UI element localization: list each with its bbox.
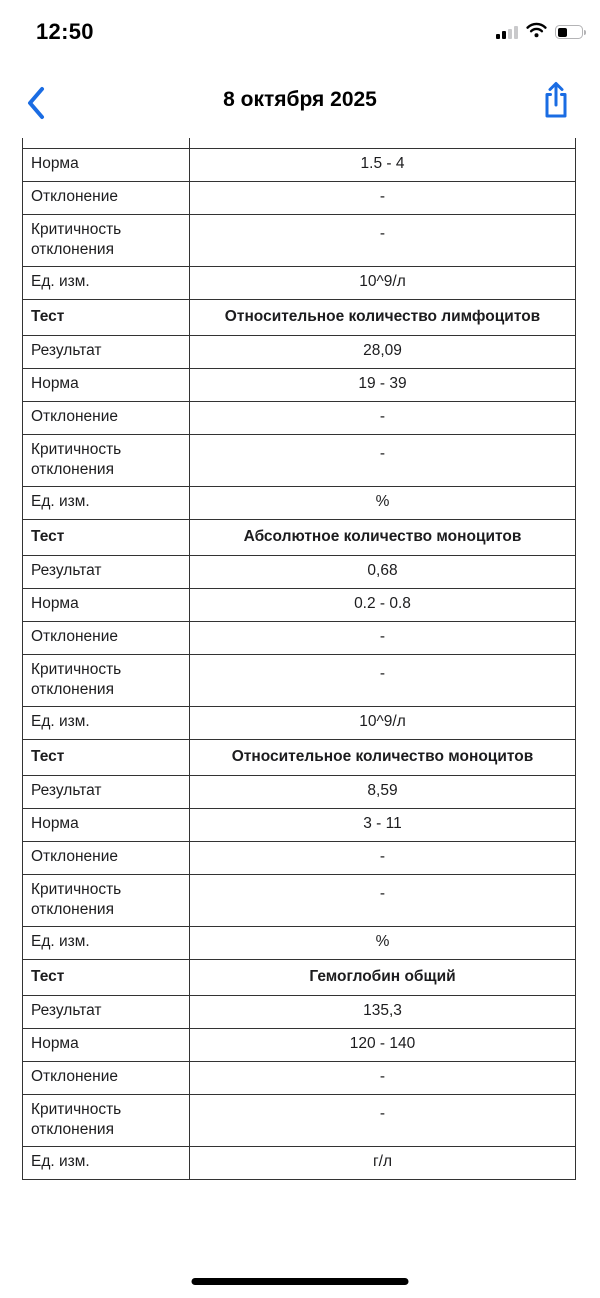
nav-bar	[0, 74, 600, 136]
row-label: Тест	[23, 299, 190, 335]
table-row	[23, 874, 576, 926]
share-icon	[540, 110, 572, 125]
table-row	[23, 401, 576, 434]
results-table	[22, 148, 576, 1180]
row-value: 28,09	[190, 335, 576, 368]
row-value: Гемоглобин общий	[190, 959, 576, 995]
row-value: 3 - 11	[190, 808, 576, 841]
row-value: -	[190, 181, 576, 214]
share-button[interactable]	[536, 76, 576, 129]
status-bar	[0, 0, 600, 54]
row-label: Критичность отклонения	[23, 214, 190, 266]
table-row	[23, 1028, 576, 1061]
row-label: Критичность отклонения	[23, 654, 190, 706]
table-row	[23, 555, 576, 588]
table-row	[23, 621, 576, 654]
row-label: Норма	[23, 1028, 190, 1061]
table-row	[23, 519, 576, 555]
home-indicator[interactable]	[192, 1278, 409, 1285]
row-value: %	[190, 926, 576, 959]
row-value: г/л	[190, 1146, 576, 1179]
row-value: 10^9/л	[190, 266, 576, 299]
row-value: -	[190, 1094, 576, 1146]
row-value: 8,59	[190, 775, 576, 808]
row-value: %	[190, 486, 576, 519]
row-label: Тест	[23, 519, 190, 555]
row-value: 1.5 - 4	[190, 148, 576, 181]
row-label: Отклонение	[23, 621, 190, 654]
chevron-left-icon	[26, 108, 46, 123]
row-label: Норма	[23, 588, 190, 621]
row-label: Результат	[23, 775, 190, 808]
table-row	[23, 214, 576, 266]
row-label: Тест	[23, 959, 190, 995]
row-label: Отклонение	[23, 401, 190, 434]
row-value: 0,68	[190, 555, 576, 588]
table-row	[23, 1146, 576, 1179]
table-row	[23, 775, 576, 808]
row-value: -	[190, 874, 576, 926]
table-row	[23, 266, 576, 299]
clipped-table-row	[22, 138, 576, 148]
row-label: Норма	[23, 808, 190, 841]
row-label: Норма	[23, 148, 190, 181]
row-value: 10^9/л	[190, 706, 576, 739]
row-label: Критичность отклонения	[23, 434, 190, 486]
row-label: Критичность отклонения	[23, 1094, 190, 1146]
row-value: -	[190, 621, 576, 654]
row-label: Отклонение	[23, 841, 190, 874]
table-row	[23, 181, 576, 214]
battery-icon	[555, 25, 586, 39]
row-value: -	[190, 841, 576, 874]
row-value: -	[190, 654, 576, 706]
row-label: Ед. изм.	[23, 486, 190, 519]
row-value: Относительное количество лимфоцитов	[190, 299, 576, 335]
row-value: 120 - 140	[190, 1028, 576, 1061]
table-row	[23, 959, 576, 995]
table-row	[23, 368, 576, 401]
row-label: Отклонение	[23, 181, 190, 214]
row-value: -	[190, 434, 576, 486]
row-value: -	[190, 214, 576, 266]
row-label: Результат	[23, 335, 190, 368]
table-row	[23, 335, 576, 368]
row-value: -	[190, 1061, 576, 1094]
table-row	[23, 995, 576, 1028]
row-label: Ед. изм.	[23, 926, 190, 959]
status-icons	[496, 22, 586, 43]
row-label: Ед. изм.	[23, 266, 190, 299]
status-time: 12:50	[36, 19, 94, 44]
table-row	[23, 706, 576, 739]
table-row	[23, 1061, 576, 1094]
row-label: Ед. изм.	[23, 1146, 190, 1179]
back-button[interactable]	[22, 82, 50, 127]
table-row	[23, 841, 576, 874]
row-value: 19 - 39	[190, 368, 576, 401]
row-label: Результат	[23, 995, 190, 1028]
row-label: Отклонение	[23, 1061, 190, 1094]
row-value: Относительное количество моноцитов	[190, 739, 576, 775]
table-row	[23, 654, 576, 706]
row-value: Абсолютное количество моноцитов	[190, 519, 576, 555]
table-row	[23, 739, 576, 775]
row-label: Ед. изм.	[23, 706, 190, 739]
page-title: 8 октября 2025	[223, 88, 377, 111]
row-label: Тест	[23, 739, 190, 775]
table-row	[23, 808, 576, 841]
table-row	[23, 588, 576, 621]
row-value: -	[190, 401, 576, 434]
row-label: Норма	[23, 368, 190, 401]
row-label: Результат	[23, 555, 190, 588]
row-value: 135,3	[190, 995, 576, 1028]
row-label: Критичность отклонения	[23, 874, 190, 926]
table-row	[23, 486, 576, 519]
table-row	[23, 434, 576, 486]
cellular-signal-icon	[496, 26, 518, 39]
table-row	[23, 148, 576, 181]
wifi-icon	[526, 22, 547, 43]
row-value: 0.2 - 0.8	[190, 588, 576, 621]
table-row	[23, 299, 576, 335]
table-row	[23, 926, 576, 959]
table-row	[23, 1094, 576, 1146]
